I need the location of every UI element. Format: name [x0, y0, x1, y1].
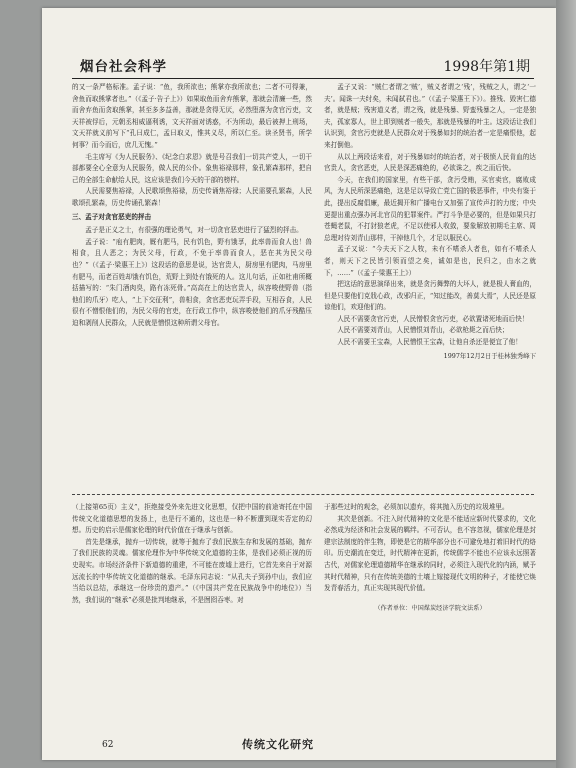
paragraph: 从以上两段话来看，对于残暴如纣的统治者，对于极愤人民肯血的达官贵人，贪官恶吏，人民是深恶痛绝的，必欲诛之，疾之而后快。 — [324, 152, 536, 173]
paragraph: 于那些过时的观念，必须加以遗弃，将其抛入历史的垃圾堆里。 — [324, 503, 509, 511]
section-subheading: 三、孟子对贪官恶吏的抨击 — [72, 212, 152, 221]
journal-title: 烟台社会科学 — [80, 59, 167, 75]
paragraph: 的又一条严格标准。孟子说：“鱼，我所欲也；熊掌亦我所欲也；二者不可得兼，舍鱼而取熊掌者也。”（《孟子·告子上》）如果取鱼而舍弃熊掌，那就会清廉一些，然而舍弃鱼而贪取熊掌，甚至多多益善，那就是贪得无厌，必然堕落为贪官污吏，文天祥被俘后，元朝丞相威逼利诱，文天祥面对诱惑，不为所动，最后被押上刑场，文天祥就义前写下“孔曰成仁，孟曰取义，惟其义尽，所以仁至。读圣贤书，所学何事？而今而后，庶几无愧。” — [72, 83, 312, 149]
dashed-divider — [72, 494, 534, 495]
journal-page — [42, 8, 556, 760]
date-signature: 1997年12月2日于桂林独秀峰下 — [443, 351, 536, 360]
page-edge — [556, 0, 576, 768]
paragraph: 首先是继承，抛弃一切传统，就等于抛弃了我们民族生存和发展的基础，抛弃了我们民族的灵魂。儒家伦理作为中华传统文化道德的主体，是我们必须正视的历史现实。市场经济条件下新道德的重建，不可能在废墟上进行，它首先来自于对源远流长的中华传统文化道德的继承。毛泽东同志说：“从孔夫子到孙中山，我们应当给以总结，承继这一份珍贵的遗产。”（《中国共产党在民族战争中的地位》）当然，我们说的“继承”必须是批判地继承，不是囫囵吞枣。对 — [72, 537, 312, 604]
paragraph: 孟子是正义之士，有很强的理论勇气，对一切贪官恶吏进行了猛烈的抨击。 — [85, 226, 303, 235]
paragraph: 人民需要焦裕禄，人民歌颂焦裕禄，历史传诵焦裕禄；人民需要孔繁森，人民歌颂孔繁森，历史传诵孔繁森！ — [72, 187, 312, 207]
continued-right-column — [324, 502, 536, 738]
paragraph: 其次是创新。不注入时代精神的文化是不能适应新时代要求的，文化必然成为经济和社会发展的羁绊。不可否认，也不容忽视，儒家伦理是封建宗法制度的伴生物，即使是它的精华部分也不可避免地打着旧时代的烙印。历史潮流在变迁，时代精神在更新，传统儒学不能也不应该永远照著古代，对儒家伦理道德精华在继承的同时，必须注入现代化的内涵，赋予其时代精神，只有在传统美德的土壤上嫁接现代文明的种子，才能使它焕发青春活力，真正实现其现代价值。 — [324, 514, 536, 593]
issue-number: 1998年第1期 — [443, 59, 530, 75]
paragraph: 毛主席写《为人民服务》、《纪念白求恩》就是号召我们一切共产党人，一切干部都要全心全意为人民服务，做人民的公仆。象焦裕禄那样，象孔繁森那样，把自己的全部生命献给人民，这应该是我们今天的干部的榜样。 — [72, 152, 312, 184]
paragraph: （上接第65页）主义”，拒绝接受外来先进文化思想，仅把中国的前途寄托在中国传统文化道德思想的发扬上，也是行不通的，这也是一种不断遭到现实否定的幻想。历史的启示是儒家伦理的时代价值在于继承与创新。 — [72, 503, 312, 535]
paragraph: 孟子又说：“今夫天下之人牧，未有不嗜杀人者也，如有不嗜杀人者，则天下之民皆引领而望之矣，诚如是也，民归之，由水之就下，……”（《孟子·梁惠王上》） — [324, 245, 536, 277]
article-right-column — [324, 82, 536, 480]
paragraph: 人民不需要刘青山，人民憎恨刘青山，必欲枪毙之而后快； — [337, 326, 509, 335]
page-number: 62 — [102, 740, 114, 750]
page-header — [72, 52, 534, 79]
paragraph: 今天，在我们的国家里，有些干部，贪污受贿，买官卖官，腐败成风，为人民所深恶痛绝，这是足以导致亡党亡国的极恶事件，中央有鉴于此，提出反腐倡廉，最近揭开和广播电台又加强了宣传声打的力度；中央更提出重点强办河北官员的犯罪案件。严打斗争是必要的，但是如果只打苍蝇老鼠，不打豺狼老虎，不足以使邪人收敛，要象解放初期毛主席、周总理对待刘青山那样，干掉他几个，才足以服民心。 — [324, 175, 536, 242]
author-affiliation: （作者单位：中国煤炭经济学院文法系） — [374, 604, 486, 612]
footer-section-title: 传统文化研究 — [242, 738, 314, 751]
continued-left-column — [72, 502, 312, 738]
paragraph: 孟子说：“庖有肥肉，厩有肥马，民有饥色，野有饿莩，此率兽而食人也！兽相食，且人恶之；为民父母，行政，不免于率兽而食人，恶在其为民父母也？”（《孟子·梁惠王上》）这段话的意思是说，达官贵人，厨房里有肥肉，马房里有肥马，而老百姓却饿有饥色，荒野上到处有饿死的人。这儿句话，正如杜甫所概括描写的：“朱门酒肉臭，路有冻死骨。”高高在上的达官贵人，纵容唆使野兽（指他们的爪牙）吃人，“上下交征利”，兽相食，贪官恶吏玩弄手段，互相吞食，人民很有不憎恨他们的，为民父母的官吏，在行政工作中，纵容唆使他们的爪牙残酷压迫和剥削人民群众，人民就是憎恨这种所谓父母官。 — [72, 237, 312, 327]
paragraph: 人民不需要王宝森，人民憎恨王宝森，让他自杀还是便宜了他！ — [337, 338, 522, 347]
paragraph: 把这话的意思演绎出来，就是贪污舞弊的大坏人，就是极人膏血的，但是只要他们克戕心政，改邪归正，“知过能改，善莫大焉”，人民还是原谅他们，欢迎他们的。 — [324, 280, 536, 312]
paragraph: 孟子又说：“贼仁者谓之‘贼’，贼义者谓之‘残’，残贼之人，谓之‘一夫’。闻诛一夫纣矣，未闻弑君也。”（《孟子·梁惠王下》）。推残、毁害仁德者，就是贼；残害道义者，谓之残，就是残暴、野蛮残暴之人，一定是独夫，孤家寡人，世上即到贼者一般失，那就是残暴的叶主。这段话让我们认识到，贪官污吏就是人民群众对于残暴如封的统治者一定是痛恨他，起来打倒他。 — [324, 83, 536, 149]
paragraph: 人民不需要贪官污吏，人民憎恨贪官污吏，必欲置诸死地而后快！ — [337, 314, 529, 323]
article-left-column — [72, 82, 312, 480]
